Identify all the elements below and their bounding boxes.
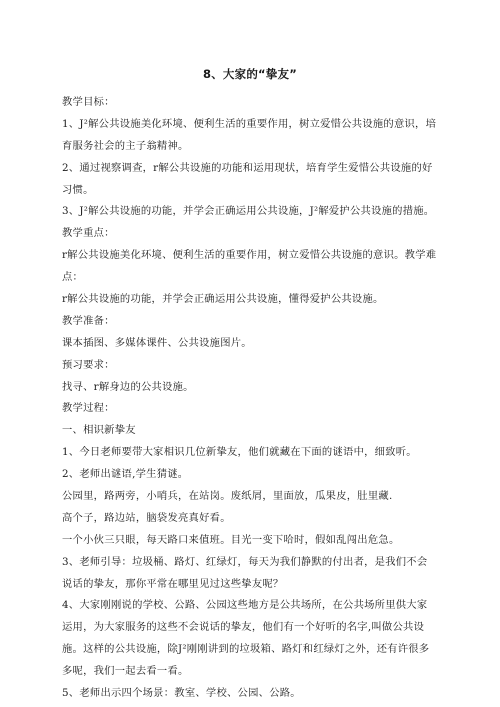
text-line: r解公共设施的功能，并学会正确运用公共设施，懂得爱护公共设施。 [62, 293, 384, 306]
text-line: 一个小伙三只眼，每天路口来值班。目光一变下哈时，假如乱闯出危急。 [62, 533, 400, 546]
text-line: 2、老师出谜语,学生猜谜。 [62, 468, 189, 481]
text-line: 预习要求： [62, 358, 115, 371]
text-line: 教学目标： [62, 96, 115, 108]
text-line: 1、今日老师要带大家相识几位新挚友，他们就藏在下面的谜语中，细致听。 [62, 446, 417, 459]
text-line: 5、老师出示四个场景：教室、学校、公园、公路。 [62, 687, 301, 700]
document-title: 8、大家的“挚友” [203, 67, 297, 81]
text-line: 施。这样的公共设施，除J²刚刚讲到的垃圾箱、路灯和红绿灯之外，还有许很多 [62, 643, 430, 656]
text-line: 3、J²解公共设施的功能，并学会正确运用公共设施，J²解爱护公共设施的措施。 [62, 205, 435, 218]
text-line: 多呢，我们一起去看一看。 [62, 665, 189, 678]
text-line: 说话的挚友，那你平常在哪里见过这些挚友呢？ [62, 577, 284, 590]
text-line: 4、大家刚刚说的学校、公路、公园这些地方是公共场所，在公共场所里供大家 [62, 599, 428, 612]
text-line: 育服务社会的主子翁精神。 [62, 139, 189, 152]
text-line: 找寻、r解身边的公共设施。 [62, 380, 194, 393]
text-line: r解公共设施美化环境、便利生活的重要作用，树立爱惜公共设施的意识。教学难 [62, 249, 437, 262]
text-line: 一、相识新挚友 [62, 424, 136, 437]
text-line: 公园里，路两旁，小哨兵，在站岗。废纸屑，里面放，瓜果皮，肚里藏. [62, 490, 393, 503]
text-line: 3、老师引导：垃圾桶、路灯、红绿灯，每天为我们静默的付出者，是我们不会 [62, 555, 428, 568]
text-line: 运用，为大家服务的这些不会说话的挚友，他们有一个好听的名字,叫做公共设 [62, 621, 425, 634]
text-line: 点： [62, 271, 84, 284]
document-body [62, 92, 447, 705]
text-line: 2、通过视察调查，r解公共设施的功能和运用现状，培育学生爱惜公共设施的好 [62, 161, 433, 174]
text-line: 教学重点： [62, 227, 115, 240]
text-line: 习惯。 [62, 183, 94, 196]
text-line: 教学准备： [62, 314, 115, 327]
text-line: 教学过程： [62, 402, 115, 415]
text-line: 课本插图、多媒体课件、公共设施图片。 [62, 336, 252, 349]
text-line: 高个子，路边站，脑袋发亮真好看。 [62, 511, 231, 524]
text-line: 1、J²解公共设施美化环境、便利生活的重要作用，树立爱惜公共设施的意识，培 [62, 117, 437, 130]
